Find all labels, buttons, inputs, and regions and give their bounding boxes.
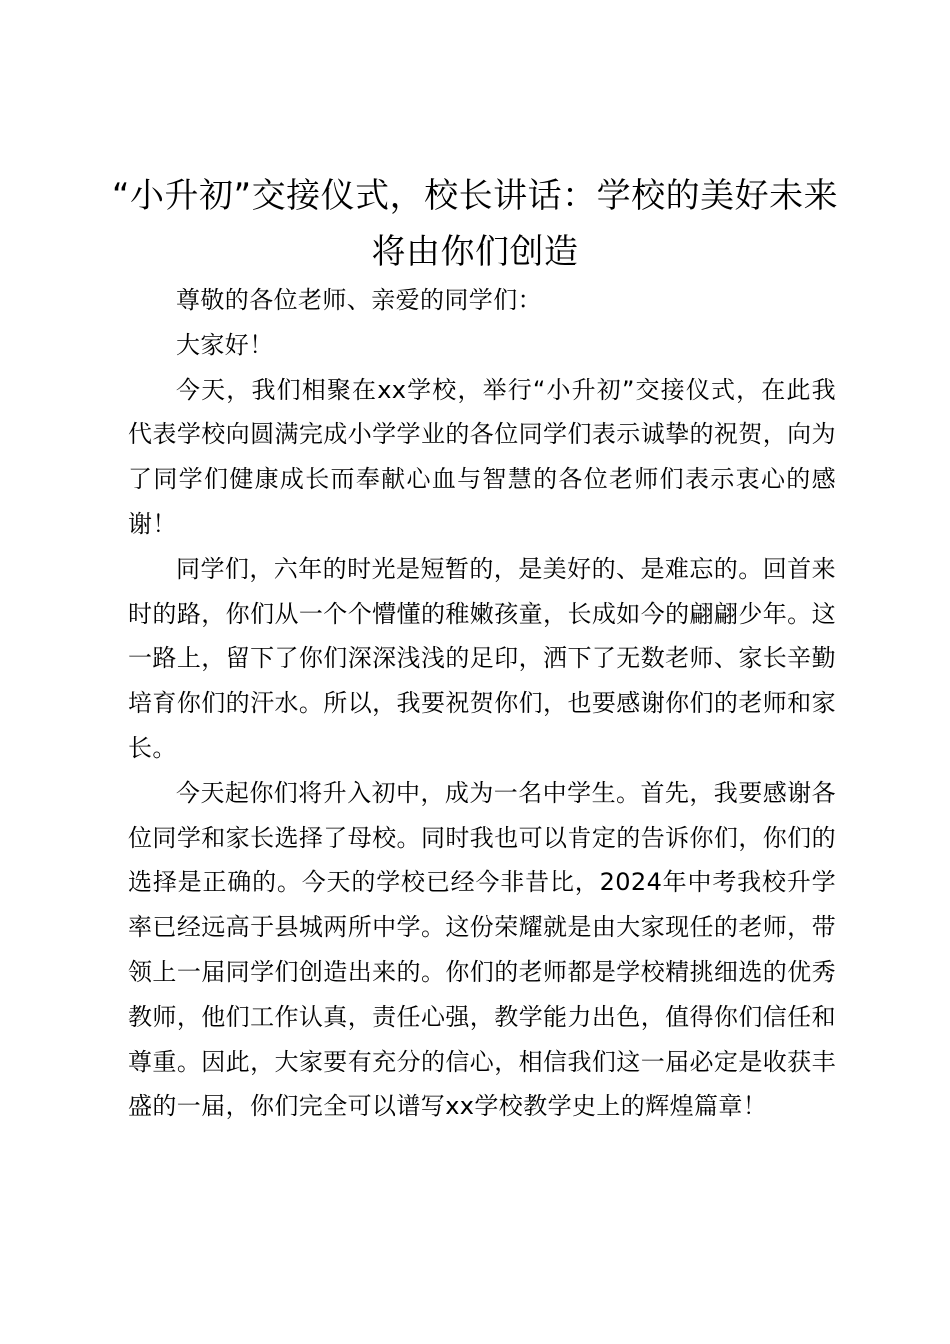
document-title: “小升初”交接仪式，校长讲话：学校的美好未来将由你们创造 <box>111 176 839 272</box>
paragraph-opening: 今天，我们相聚在xx学校，举行“小升初”交接仪式，在此我代表学校向圆满完成小学学业的各位同学们表示诚挚的祝贺，向为了同学们健康成长而奉献心血与智慧的各位老师们表示衷心的感谢！ <box>128 375 836 538</box>
paragraph-salutation: 尊敬的各位老师、亲爱的同学们： <box>176 286 542 314</box>
paragraph-reflection: 同学们，六年的时光是短暂的，是美好的、是难忘的。回首来时的路，你们从一个个懵懂的稚嫩孩童，长成如今的翩翩少年。这一路上，留下了你们深深浅浅的足印，洒下了无数老师、家长辛勤培育你们的汗水。所以，我要祝贺你们，也要感谢你们的老师和家长。 <box>128 554 836 762</box>
document-body <box>128 278 836 1129</box>
paragraph-greeting: 大家好！ <box>176 330 274 359</box>
paragraph-future: 今天起你们将升入初中，成为一名中学生。首先，我要感谢各位同学和家长选择了母校。同时我也可以肯定的告诉你们，你们的选择是正确的。今天的学校已经今非昔比，2024年中考我校升学率已经远高于县城两所中学。这份荣耀就是由大家现任的老师，带领上一届同学们创造出来的。你们的老师都是学校精挑细选的优秀教师，他们工作认真，责任心强，教学能力出色，值得你们信任和尊重。因此，大家要有充分的信心，相信我们这一届必定是收获丰盛的一届，你们完全可以谱写xx学校教学史上的辉煌篇章！ <box>128 778 836 1121</box>
